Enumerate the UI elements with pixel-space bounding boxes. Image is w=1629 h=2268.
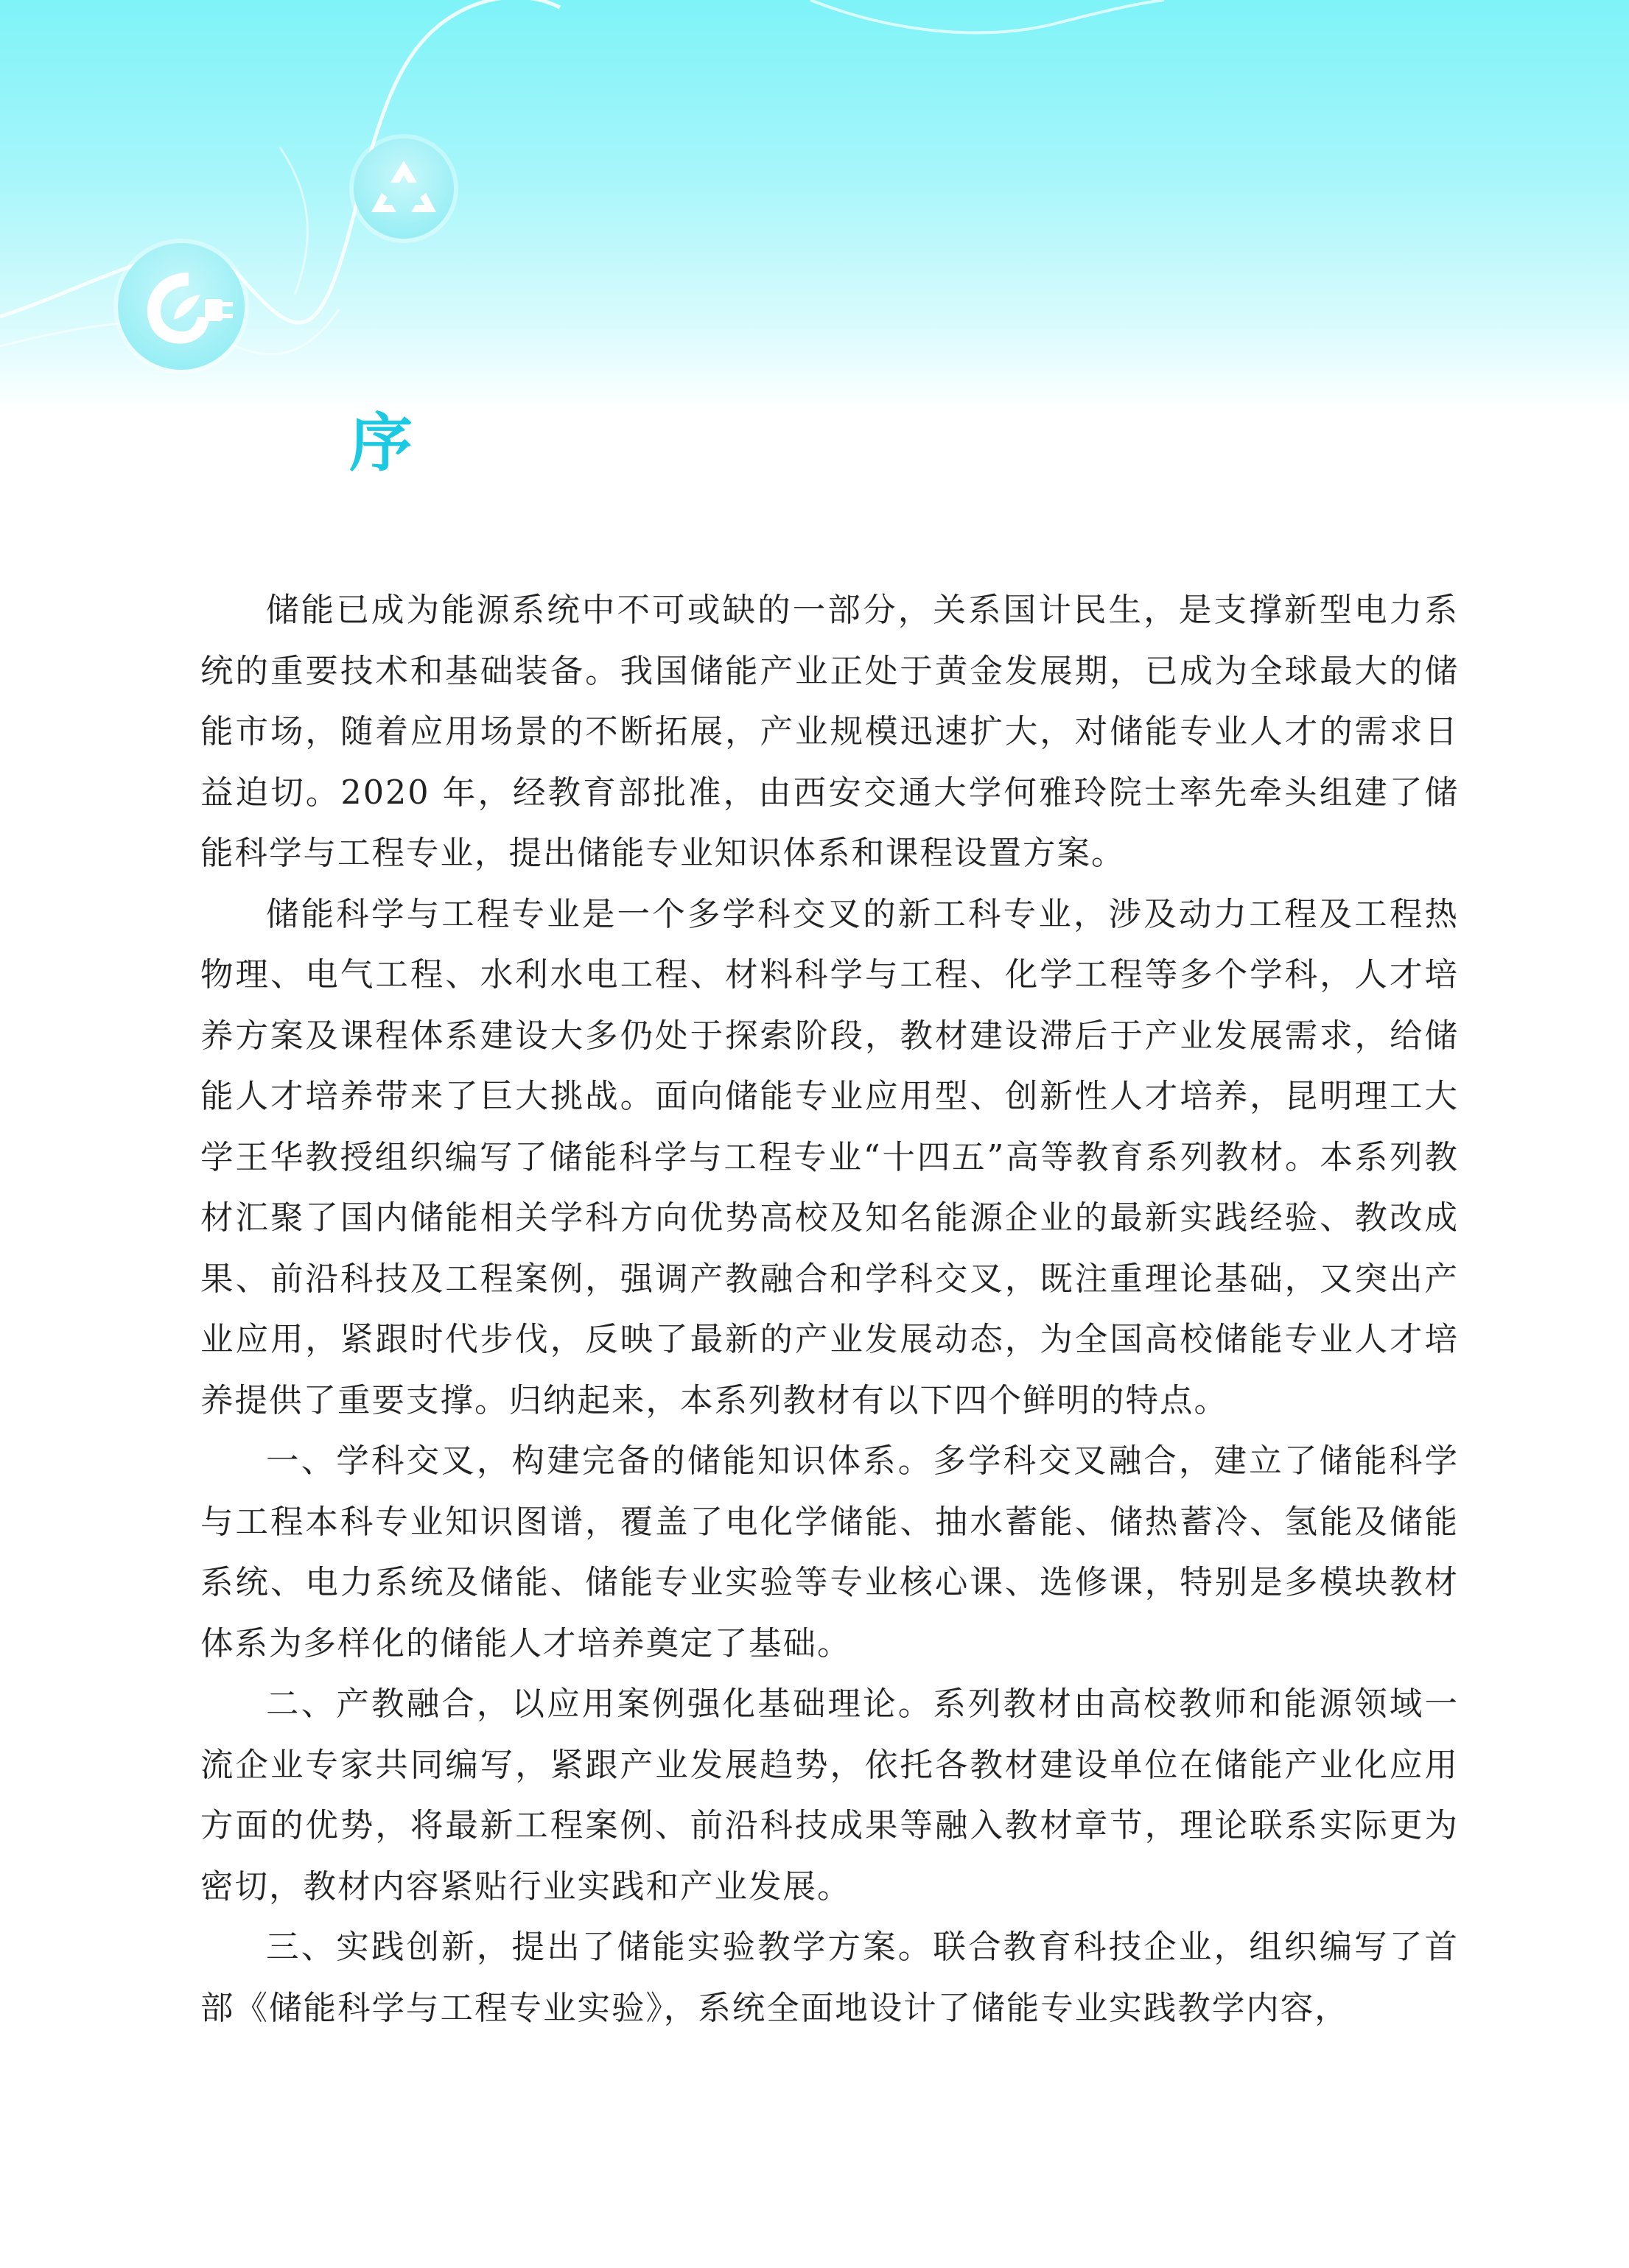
paragraph: 储能科学与工程专业是一个多学科交叉的新工科专业，涉及动力工程及工程热物理、电气工程、水利水电工程、材料科学与工程、化学工程等多个学科，人才培养方案及课程体系建设大多仍处于探索阶段，教材建设滞后于产业发展需求，给储能人才培养带来了巨大挑战。面向储能专业应用型、创新性人才培养，昆明理工大学王华教授组织编写了储能科学与工程专业“十四五”高等教育系列教材。本系列教材汇聚了国内储能相关学科方向优势高校及知名能源企业的最新实践经验、教改成果、前沿科技及工程案例，强调产教融合和学科交叉，既注重理论基础，又突出产业应用，紧跟时代步伐，反映了最新的产业发展动态，为全国高校储能专业人才培养提供了重要支撑。归纳起来，本系列教材有以下四个鲜明的特点。 — [200, 895, 1459, 1419]
paragraph: 一、学科交叉，构建完备的储能知识体系。多学科交叉融合，建立了储能科学与工程本科专业知识图谱，覆盖了电化学储能、抽水蓄能、储热蓄冷、氢能及储能系统、电力系统及储能、储能专业实验等专业核心课、选修课，特别是多模块教材体系为多样化的储能人才培养奠定了基础。 — [200, 1442, 1459, 1663]
paragraph: 三、实践创新，提出了储能实验教学方案。联合教育科技企业，组织编写了首部《储能科学与工程专业实验》，系统全面地设计了储能专业实践教学内容， — [200, 1928, 1459, 2027]
recycle-icon — [354, 138, 454, 239]
preface-body — [200, 580, 1459, 2039]
plug-leaf-icon — [118, 243, 245, 370]
page-title: 序 — [349, 407, 413, 480]
paragraph: 储能已成为能源系统中不可或缺的一部分，关系国计民生，是支撑新型电力系统的重要技术和基础装备。我国储能产业正处于黄金发展期，已成为全球最大的储能市场，随着应用场景的不断拓展，产业规模迅速扩大，对储能专业人才的需求日益迫切。2020 年，经教育部批准，由西安交通大学何雅玲院士率先牵头组建了储能科学与工程专业，提出储能专业知识体系和课程设置方案。 — [200, 591, 1459, 872]
paragraph: 二、产教融合，以应用案例强化基础理论。系列教材由高校教师和能源领域一流企业专家共同编写，紧跟产业发展趋势，依托各教材建设单位在储能产业化应用方面的优势，将最新工程案例、前沿科技成果等融入教材章节，理论联系实际更为密切，教材内容紧贴行业实践和产业发展。 — [200, 1685, 1459, 1906]
